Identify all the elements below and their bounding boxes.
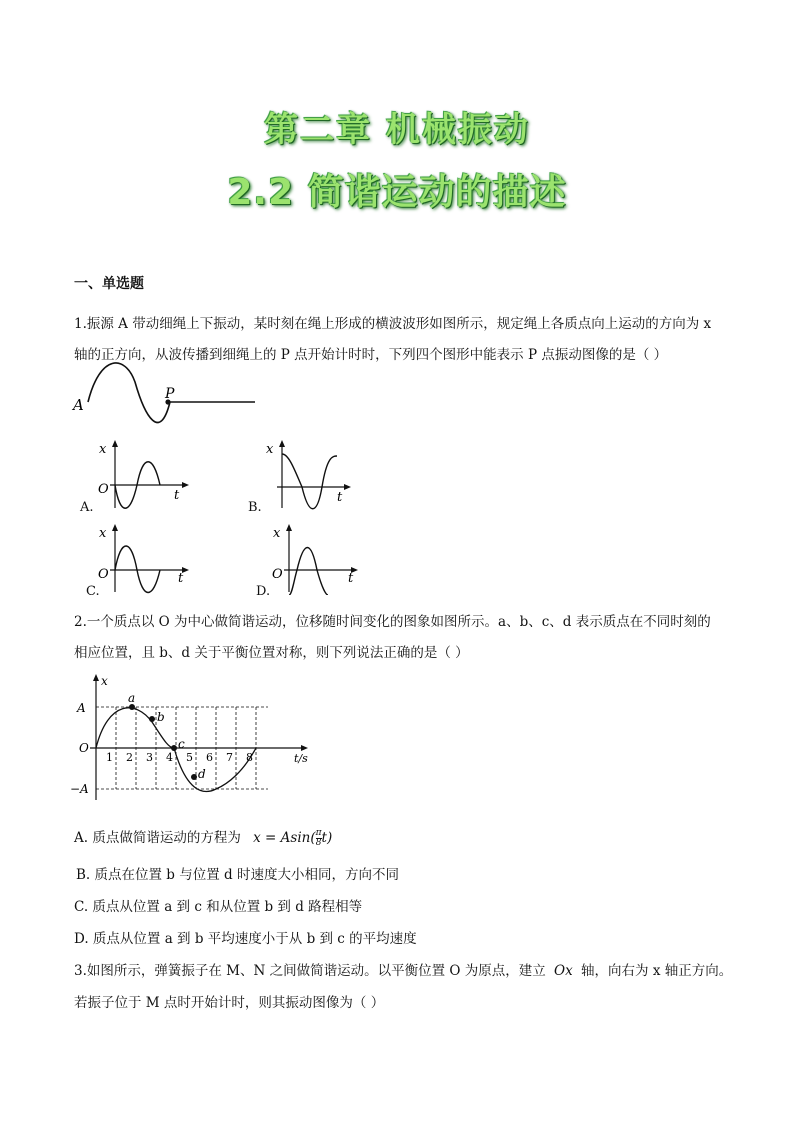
q2-line1: 2.一个质点以 O 为中心做简谐运动，位移随时间变化的图象如图所示。a、b、c、d 表示质点在不同时刻的: [74, 614, 711, 630]
svg-text:O: O: [98, 482, 109, 497]
svg-text:A: A: [77, 701, 86, 715]
chapter-title: 第二章 机械振动: [264, 110, 530, 150]
q2-tick-label: 8: [246, 751, 253, 764]
svg-text:d: d: [198, 767, 206, 781]
q2-option-d[interactable]: D. 质点从位置 a 到 b 平均速度小于从 b 到 c 的平均速度: [74, 931, 417, 947]
q3-line1: 3.如图所示，弹簧振子在 M、N 之间做简谐运动。以平衡位置 O 为原点，建立 Ox 轴，向右为 x 轴正方向。: [74, 963, 733, 979]
point-d-dot: [191, 774, 197, 780]
q1-option-b-graph: [257, 436, 357, 511]
q2-option-a-formula-end: t): [321, 830, 333, 846]
wave-curve: [88, 363, 170, 422]
q1-option-c-graph: [90, 520, 190, 595]
q2-tick-label: 6: [206, 751, 213, 764]
point-b-dot: [149, 716, 155, 722]
svg-text:−A: −A: [70, 782, 89, 796]
wave-point-label: P: [165, 386, 175, 402]
q2-option-a-prefix: A. 质点做简谐运动的方程为: [74, 830, 241, 846]
svg-text:c: c: [178, 737, 185, 751]
q2-tick-label: 7: [226, 751, 233, 764]
svg-text:x: x: [99, 442, 107, 457]
q2-option-a-formula: x = Asin(: [253, 830, 316, 846]
option-c-curve: [115, 546, 160, 593]
svg-text:t: t: [174, 488, 180, 503]
section-title: 2.2 简谐运动的描述: [227, 172, 567, 213]
svg-text:O: O: [79, 741, 89, 755]
q3-line2: 若振子位于 M 点时开始计时，则其振动图像为（ ）: [74, 995, 385, 1011]
section-heading: 一、单选题: [74, 276, 144, 292]
q2-tick-label: 5: [186, 751, 193, 764]
q1-option-d-label[interactable]: D.: [256, 584, 271, 599]
svg-text:x: x: [99, 526, 107, 541]
q2-tick-label: 2: [126, 751, 133, 764]
q2-option-b[interactable]: B. 质点在位置 b 与位置 d 时速度大小相同，方向不同: [76, 867, 399, 883]
q2-tick-label: 3: [146, 751, 153, 764]
svg-text:x: x: [101, 674, 108, 688]
q2-displacement-graph: [68, 672, 318, 802]
q2-option-a-fraction: $\frac{\pi}{8}$: [315, 828, 322, 848]
q3-axis-notation: Ox: [554, 963, 573, 979]
q1-option-a-graph: [90, 436, 190, 511]
svg-text:O: O: [98, 567, 109, 582]
q1-line1: 1.振源 A 带动细绳上下振动，某时刻在绳上形成的横波波形如图所示，规定绳上各质点向上运动的方向为 x: [74, 316, 712, 332]
q1-line2: 轴的正方向，从波传播到细绳上的 P 点开始计时时，下列四个图形中能表示 P 点振动图像的是（ ）: [74, 347, 668, 363]
option-d-curve: [289, 548, 328, 596]
q1-wave-figure: [70, 362, 260, 437]
svg-text:a: a: [128, 691, 136, 705]
wave-source-label: A: [73, 396, 84, 414]
svg-text:O: O: [272, 567, 283, 582]
svg-text:x: x: [266, 442, 274, 457]
svg-text:t/s: t/s: [294, 752, 308, 765]
q1-option-c-label[interactable]: C.: [86, 584, 100, 599]
option-b-curve: [282, 454, 337, 509]
q1-option-a-label[interactable]: A.: [80, 500, 94, 515]
q2-option-c[interactable]: C. 质点从位置 a 到 c 和从位置 b 到 d 路程相等: [74, 899, 363, 915]
svg-text:t: t: [348, 571, 354, 586]
q1-option-b-label[interactable]: B.: [248, 500, 262, 515]
svg-text:t: t: [178, 571, 184, 586]
q2-tick-label: 1: [106, 751, 113, 764]
svg-text:x: x: [273, 526, 281, 541]
q2-tick-label: 4: [166, 751, 173, 764]
svg-text:b: b: [157, 710, 165, 724]
q1-option-d-graph: [264, 520, 364, 595]
q2-line2: 相应位置，且 b、d 关于平衡位置对称，则下列说法正确的是（ ）: [74, 645, 469, 661]
svg-text:t: t: [337, 490, 343, 505]
q2-option-a[interactable]: [74, 829, 332, 848]
